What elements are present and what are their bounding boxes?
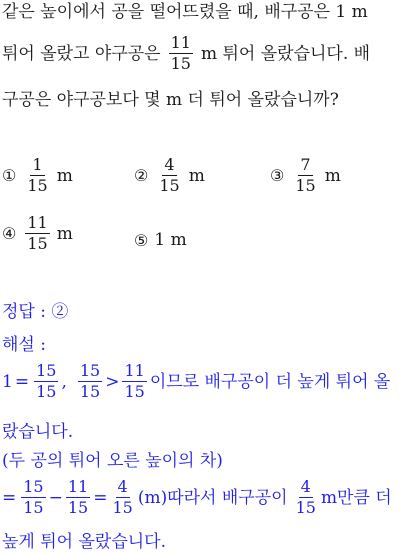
explanation-text: 이므로 배구공이 더 높게 튀어 올: [149, 371, 391, 392]
question-line-1: 같은 높이에서 공을 떨어뜨렸을 때, 배구공은 1 m: [2, 2, 368, 22]
fraction: [294, 478, 318, 517]
fraction-denominator: 15: [79, 382, 101, 401]
fraction-denominator: 15: [295, 176, 316, 195]
explanation-line-5: 높게 튀어 올랐습니다.: [2, 532, 167, 552]
fraction-denominator: 15: [23, 498, 44, 517]
greater-than-sign: >: [105, 371, 120, 392]
explanation-line-2: 랐습니다.: [2, 422, 74, 442]
fraction-numerator: 1: [32, 155, 43, 174]
fraction-numerator: 15: [79, 361, 101, 380]
number-one: 1: [2, 371, 13, 392]
fraction-denominator: 15: [124, 382, 145, 401]
fraction-denominator: 15: [159, 176, 180, 195]
question-text-b: m 튀어 올랐습니다. 배: [200, 43, 371, 64]
question-text-a: 튀어 올랐고 야구공은: [2, 43, 161, 64]
equals-sign: =: [14, 371, 30, 392]
explanation-line-4: [2, 478, 392, 517]
fraction: [66, 478, 90, 517]
fraction-denominator: 15: [67, 498, 89, 517]
option-marker: ⑤: [134, 230, 149, 250]
fraction-numerator: 15: [23, 477, 44, 496]
fraction-numerator: 4: [117, 477, 128, 496]
option-5[interactable]: [134, 230, 187, 250]
option-fraction: [157, 156, 181, 195]
option-2[interactable]: [134, 156, 205, 195]
fraction: [78, 362, 102, 401]
fraction-numerator: 11: [124, 361, 145, 380]
option-fraction: [25, 156, 49, 195]
question-fraction: [169, 34, 193, 73]
fraction-denominator: 15: [295, 498, 316, 517]
question-line-2: [2, 34, 370, 73]
option-fraction: [293, 156, 317, 195]
fraction-numerator: 7: [300, 155, 311, 174]
fraction: [110, 478, 134, 517]
equals-sign: =: [2, 487, 17, 508]
fraction: [122, 362, 146, 401]
option-fraction: [25, 214, 49, 253]
explanation-text: (m)따라서 배구공이: [137, 487, 288, 508]
option-unit: m: [56, 165, 73, 186]
fraction: [34, 362, 58, 401]
option-text: 1 m: [154, 230, 187, 250]
option-marker: ③: [270, 166, 285, 185]
fraction-numerator: 11: [67, 477, 89, 496]
explanation-text: m만큼 더: [320, 487, 392, 508]
fraction-numerator: 11: [170, 33, 191, 52]
option-4[interactable]: [2, 214, 73, 253]
explanation-label: 해설 :: [2, 335, 46, 355]
fraction-denominator: 15: [170, 54, 191, 73]
option-marker: ④: [2, 224, 17, 243]
option-marker: ①: [2, 166, 17, 185]
fraction-denominator: 15: [27, 234, 48, 253]
fraction-denominator: 15: [27, 176, 48, 195]
comma: ,: [61, 371, 67, 392]
fraction-denominator: 15: [112, 498, 133, 517]
answer-label: 정답 : ②: [2, 302, 69, 322]
fraction-numerator: 4: [164, 155, 175, 174]
minus-sign: −: [48, 487, 63, 508]
fraction: [21, 478, 45, 517]
fraction-numerator: 11: [27, 213, 48, 232]
option-unit: m: [188, 165, 205, 186]
equals-sign: =: [93, 487, 108, 508]
option-1[interactable]: [2, 156, 73, 195]
option-unit: m: [324, 165, 341, 186]
question-line-3: 구공은 야구공보다 몇 m 더 튀어 올랐습니까?: [2, 90, 339, 110]
fraction-numerator: 15: [36, 361, 57, 380]
option-marker: ②: [134, 166, 149, 185]
explanation-line-1: [2, 362, 390, 401]
explanation-line-3: (두 공의 튀어 오른 높이의 차): [2, 451, 223, 471]
option-3[interactable]: [270, 156, 341, 195]
fraction-denominator: 15: [36, 382, 57, 401]
option-unit: m: [56, 223, 73, 244]
fraction-numerator: 4: [300, 477, 311, 496]
